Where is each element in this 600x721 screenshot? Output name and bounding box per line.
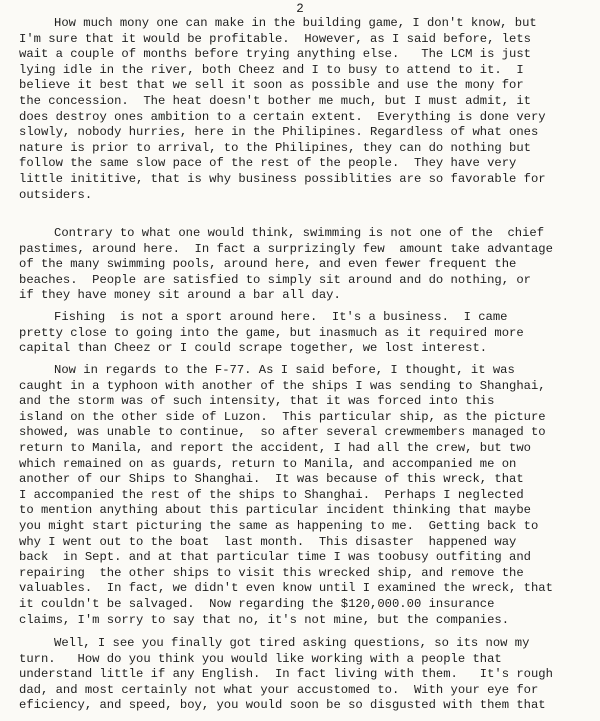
page-number: 2: [296, 2, 304, 16]
text-line: it couldn't be salvaged. Now regarding the $120,000.00 insurance: [19, 596, 495, 611]
text-line: lying idle in the river, both Cheez and I to busy to attend to it. I: [19, 62, 524, 77]
text-line: dad, and most certainly not what your accustomed to. With your eye for: [19, 682, 539, 697]
text-line: believe it best that we sell it soon as possible and use the mony for: [19, 78, 524, 93]
text-line: repairing the other ships to visit this wrecked ship, and remove the: [19, 565, 524, 580]
text-line: Well, I see you finally got tired asking questions, so its now my: [54, 636, 530, 650]
paragraph-2: [0, 226, 600, 304]
text-line: wait a couple of months before trying anything else. The LCM is just: [19, 47, 531, 62]
text-line: How much mony one can make in the building game, I don't know, but: [54, 16, 537, 30]
text-line: back in Sept. and at that particular time I was toobusy outfiting and: [19, 550, 531, 565]
text-line: return to Manila, and report the accident, I had all the crew, but two: [19, 440, 531, 455]
text-line: outsiders.: [19, 187, 93, 202]
text-line: pastimes, around here. In fact a surprizingly few amount take advantage: [19, 241, 553, 256]
text-line: pretty close to going into the game, but inasmuch as it required more: [19, 325, 524, 340]
text-line: nature is prior to arrival, to the Philipines, they can do nothing but: [19, 140, 531, 155]
text-line: little inititive, that is why business possiblities are so favorable for: [19, 171, 546, 186]
text-line: understand little if any English. In fact living with them. It's rough: [19, 667, 553, 682]
text-line: eficiency, and speed, boy, you would soon be so disgusted with them that: [19, 698, 546, 713]
text-line: capital than Cheez or I could scrape together, we lost interest.: [19, 341, 488, 356]
text-line: island on the other side of Luzon. This particular ship, as the picture: [19, 409, 546, 424]
text-line: valuables. In fact, we didn't even know until I examined the wreck, that: [19, 581, 553, 596]
text-line: Contrary to what one would think, swimming is not one of the chief: [54, 226, 545, 240]
paragraph-5: [0, 636, 600, 714]
text-line: turn. How do you think you would like working with a people that: [19, 651, 502, 666]
text-line: to mention anything about this particular incident thinking that maybe: [19, 503, 531, 518]
text-line: of the many swimming pools, around here, and even fewer frequent the: [19, 257, 517, 272]
paragraph-4: [0, 363, 600, 628]
text-line: the concession. The heat doesn't bother me much, but I must admit, it: [19, 93, 531, 108]
text-line: follow the same slow pace of the rest of the people. They have very: [19, 156, 517, 171]
text-line: which remained on as guards, return to Manila, and accompanied me on: [19, 456, 517, 471]
text-line: why I went out to the boat last month. This disaster happened way: [19, 534, 517, 549]
text-line: I'm sure that it would be profitable. However, as I said before, lets: [19, 31, 531, 46]
paragraph-3: [0, 310, 600, 357]
text-line: slowly, nobody hurries, here in the Philipines. Regardless of what ones: [19, 125, 539, 140]
text-line: another of our Ships to Shanghai. It was because of this wreck, that: [19, 472, 524, 487]
text-line: you might start picturing the same as happening to me. Getting back to: [19, 518, 539, 533]
text-line: beaches. People are satisfied to simply sit around and do nothing, or: [19, 272, 531, 287]
text-line: if they have money sit around a bar all day.: [19, 288, 341, 303]
text-line: claims, I'm sorry to say that no, it's not mine, but the companies.: [19, 612, 510, 627]
text-line: I accompanied the rest of the ships to Shanghai. Perhaps I neglected: [19, 487, 524, 502]
text-line: does destroy ones ambition to a certain extent. Everything is done very: [19, 109, 546, 124]
text-line: Now in regards to the F-77. As I said before, I thought, it was: [54, 363, 515, 377]
paragraph-1: [0, 16, 600, 203]
text-line: caught in a typhoon with another of the ships I was sending to Shanghai,: [19, 378, 546, 393]
text-line: Fishing is not a sport around here. It's a business. I came: [54, 310, 508, 324]
text-line: and the storm was of such intensity, that it was forced into this: [19, 394, 495, 409]
text-line: showed, was unable to continue, so after several crewmembers managed to: [19, 425, 546, 440]
